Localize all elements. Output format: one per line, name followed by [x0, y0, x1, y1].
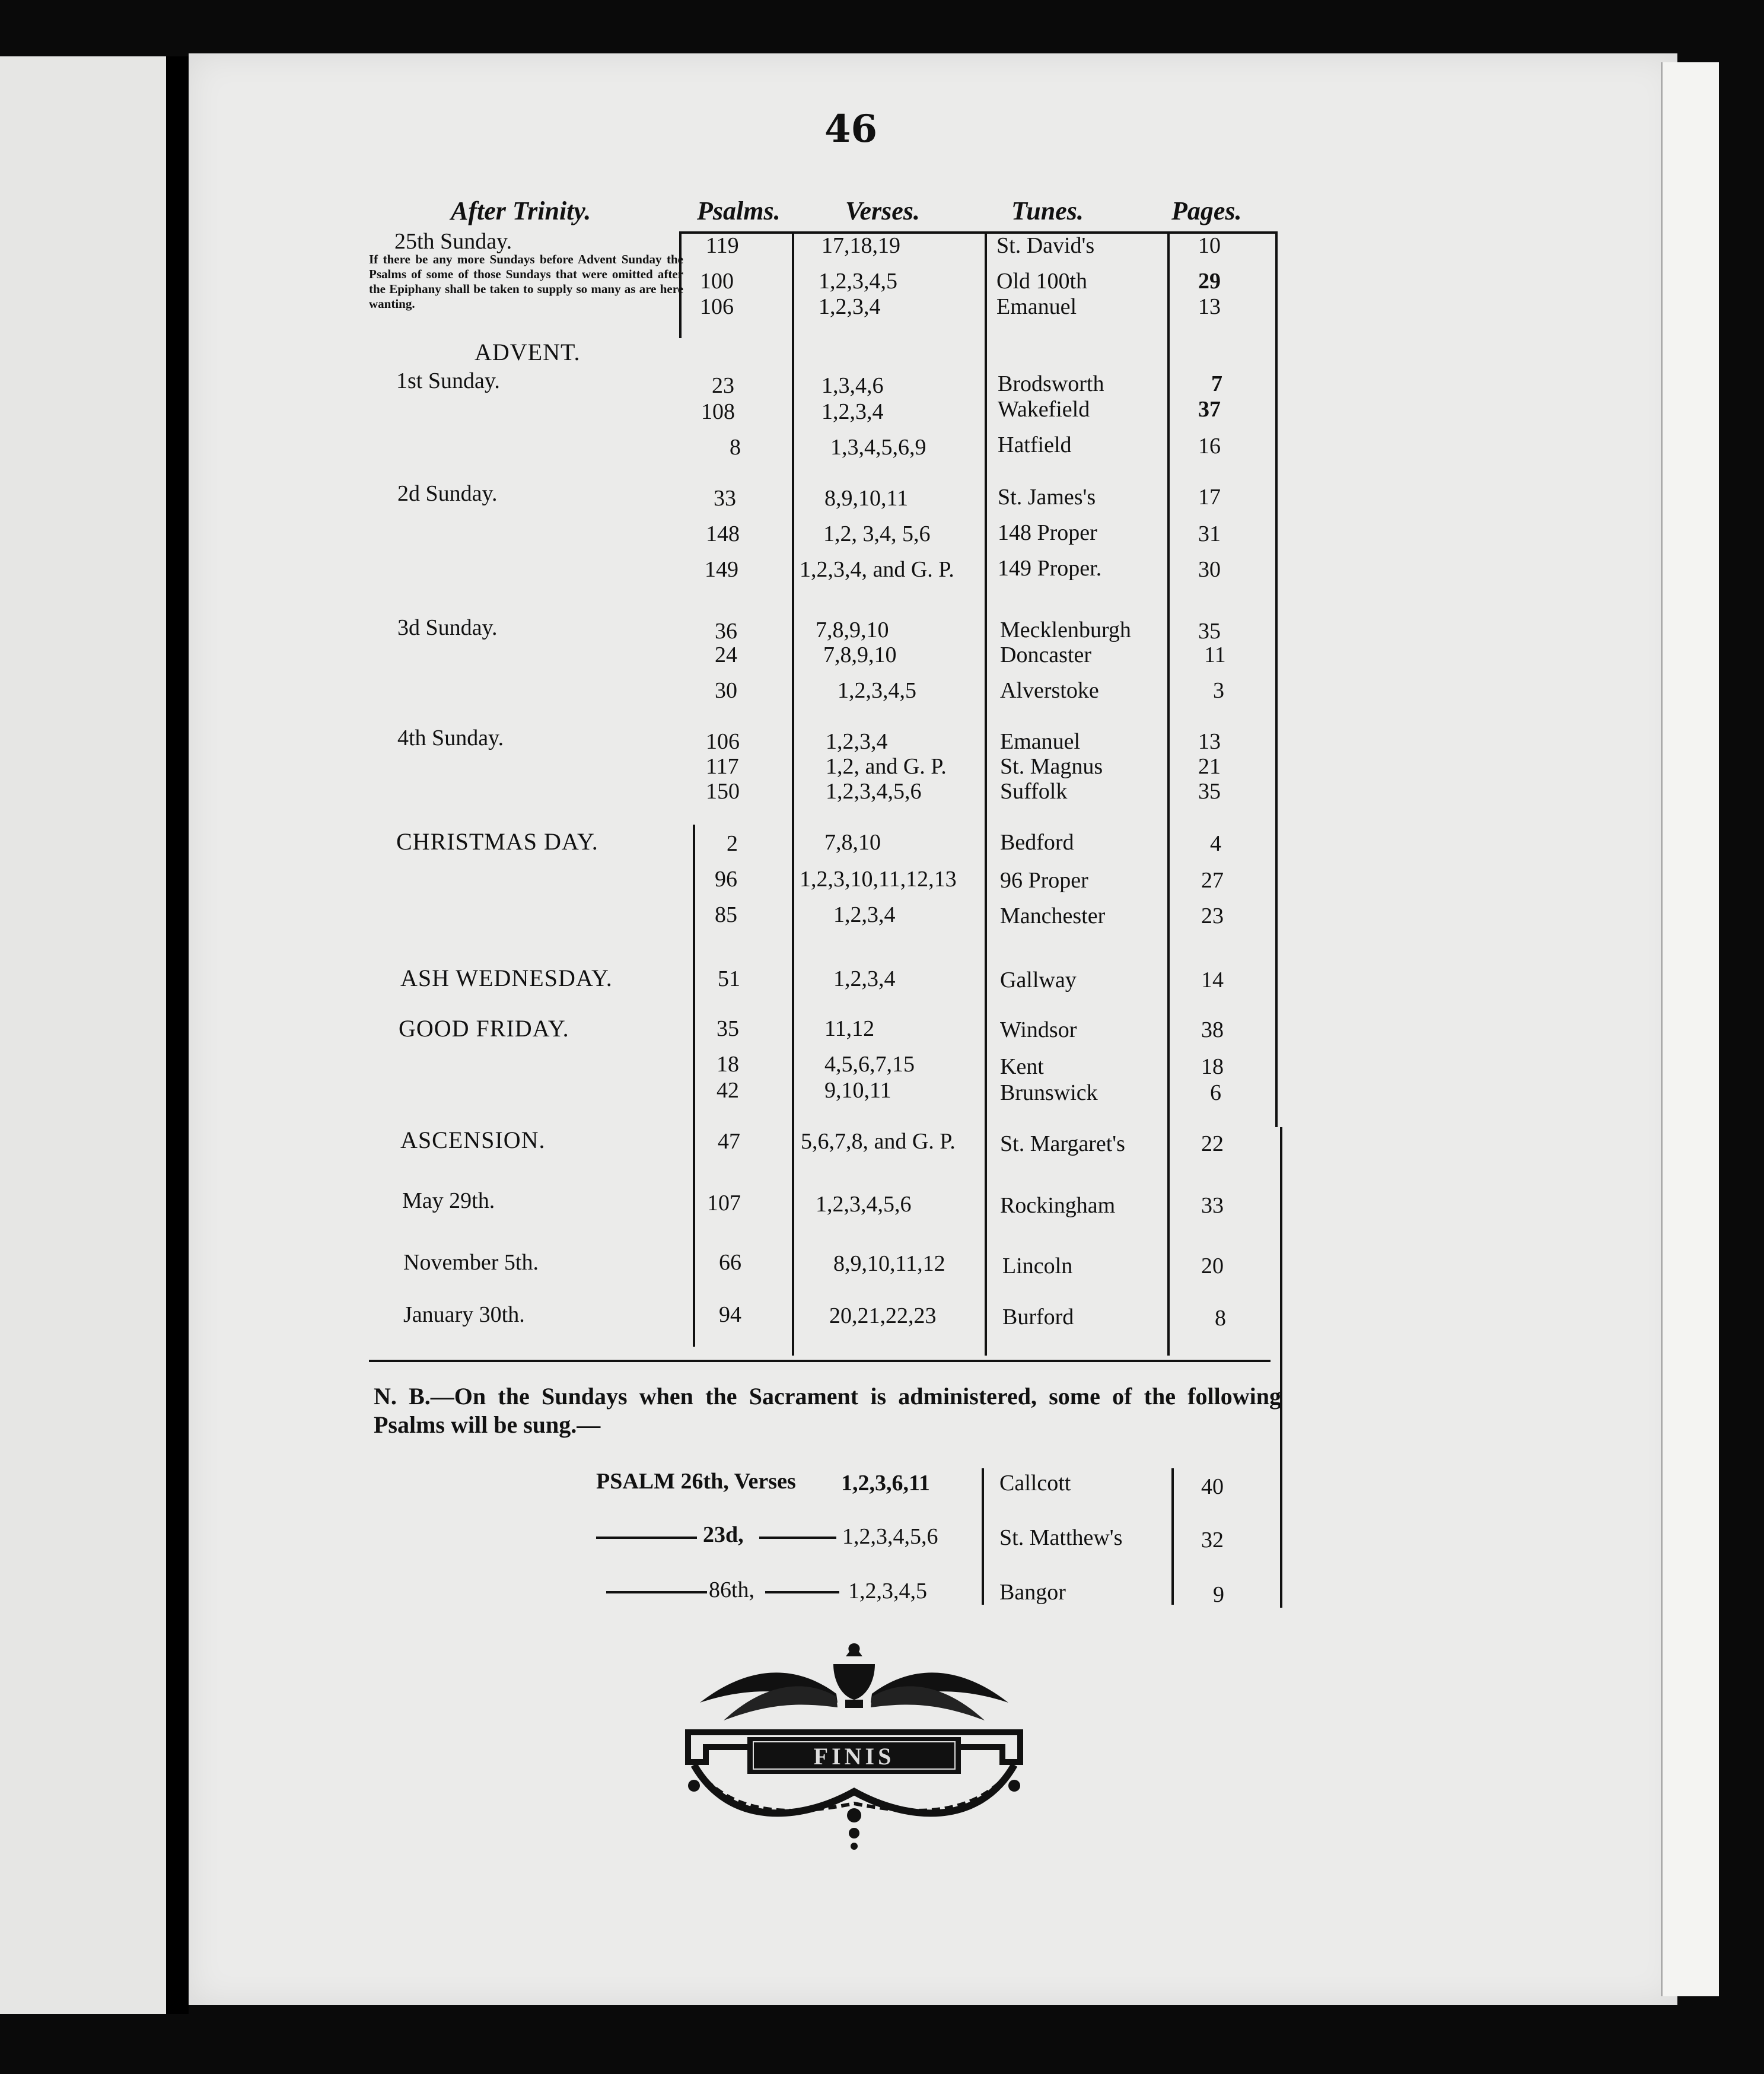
occasion-label: 25th Sunday. — [394, 229, 512, 254]
psalm-number: 107 — [707, 1191, 741, 1216]
verses-cell: 9,10,11 — [824, 1078, 891, 1103]
psalm-number: 108 — [701, 399, 735, 424]
psalm-number: 2 — [727, 831, 738, 856]
psalm-number: 18 — [717, 1052, 739, 1077]
page-ref: 14 — [1201, 968, 1224, 993]
sacrament-psalm: PSALM 26th, Verses — [596, 1469, 796, 1494]
verses-cell: 1,2,3,4,5 — [819, 269, 897, 294]
table-bottom-rule — [369, 1360, 1271, 1362]
verses-cell: 1,2,3,10,11,12,13 — [800, 867, 957, 892]
header-tunes: Tunes. — [1011, 196, 1084, 225]
psalm-number: 106 — [700, 294, 734, 319]
psalm-number: 33 — [714, 486, 736, 511]
tune-name: Lincoln — [1002, 1254, 1073, 1278]
verses-cell: 1,2,3,4 — [833, 902, 896, 927]
tune-name: Hatfield — [998, 432, 1072, 457]
page-ref: 10 — [1198, 233, 1221, 258]
page-ref: 38 — [1201, 1017, 1224, 1042]
ditto-dash — [606, 1591, 707, 1593]
occasion-label: ASH WEDNESDAY. — [400, 965, 613, 991]
tune-name: Alverstoke — [1000, 678, 1099, 703]
tune-name: Gallway — [1000, 968, 1077, 993]
verses-cell: 7,8,9,10 — [816, 618, 889, 642]
tune-name: Manchester — [1000, 904, 1106, 928]
psalm-number: 96 — [715, 867, 737, 892]
verses-cell: 1,2,3,4 — [826, 729, 888, 754]
table-right-rule — [1275, 231, 1278, 1127]
tune-name: Rockingham — [1000, 1193, 1116, 1218]
verses-cell: 1,2,3,4 — [833, 966, 896, 991]
verses-cell: 5,6,7,8, and G. P. — [801, 1129, 956, 1154]
occasion-label: 4th Sunday. — [397, 726, 504, 750]
verses-cell: 1,2,3,4,5,6 — [816, 1192, 912, 1217]
page-ref: 35 — [1198, 779, 1221, 804]
verses-cell: 8,9,10,11,12 — [833, 1251, 945, 1276]
header-pages: Pages. — [1171, 196, 1242, 225]
tune-name: Windsor — [1000, 1017, 1077, 1042]
section-heading-advent: ADVENT. — [475, 339, 581, 365]
occasion-label: 2d Sunday. — [397, 481, 498, 506]
tune-name: Old 100th — [996, 269, 1088, 294]
sacrament-verses: 1,2,3,6,11 — [841, 1471, 930, 1496]
page-ref: 6 — [1210, 1080, 1221, 1105]
psalm-number: 119 — [706, 233, 739, 258]
page-ref: 37 — [1198, 397, 1221, 422]
sacrament-page: 40 — [1201, 1474, 1224, 1499]
page-ref: 16 — [1198, 434, 1221, 459]
psalm-number: 51 — [718, 966, 740, 991]
sacrament-page: 9 — [1213, 1582, 1224, 1607]
sacrament-note: N. B.—On the Sundays when the Sacrament is administered, some of the following Psalms will be sung.— — [374, 1383, 1281, 1438]
psalm-number: 23 — [712, 373, 734, 398]
ditto-dash — [759, 1537, 836, 1539]
psalm-number: 85 — [715, 902, 737, 927]
verses-cell: 1,3,4,5,6,9 — [830, 435, 926, 460]
sacrament-psalm: 23d, — [703, 1522, 744, 1547]
occasion-label: GOOD FRIDAY. — [399, 1015, 569, 1042]
occasion-label: CHRISTMAS DAY. — [396, 828, 598, 855]
page-ref: 35 — [1198, 619, 1221, 644]
verses-cell: 1,2,3,4 — [821, 399, 884, 424]
page-ref: 8 — [1215, 1306, 1226, 1331]
verses-cell: 1,2, and G. P. — [826, 754, 947, 779]
page-ref: 7 — [1211, 371, 1222, 396]
occasion-label: 3d Sunday. — [397, 615, 498, 640]
pages-column-rule — [1167, 231, 1170, 1356]
tune-name: Emanuel — [996, 294, 1077, 319]
verses-cell: 1,2, 3,4, 5,6 — [823, 521, 931, 546]
psalm-number: 150 — [706, 779, 740, 804]
occasion-label: ASCENSION. — [400, 1127, 546, 1153]
header-verses: Verses. — [845, 196, 920, 225]
facing-page — [0, 56, 166, 2014]
sacrament-tune: St. Matthew's — [999, 1525, 1123, 1550]
verses-cell: 8,9,10,11 — [824, 486, 909, 511]
psalm-number: 100 — [700, 269, 734, 294]
tune-name: St. James's — [998, 485, 1096, 510]
verses-cell: 11,12 — [824, 1016, 875, 1041]
finis-ornament — [682, 1637, 1026, 1863]
page-ref: 30 — [1198, 557, 1221, 582]
page-ref: 13 — [1198, 729, 1221, 754]
ditto-dash — [596, 1537, 697, 1539]
psalm-number: 106 — [706, 729, 740, 754]
verses-cell: 7,8,10 — [824, 830, 881, 855]
page-edge — [1661, 62, 1719, 1996]
psalm-number: 24 — [715, 642, 737, 667]
sacrament-page-rule — [1171, 1468, 1174, 1605]
psalm-number: 30 — [715, 678, 737, 703]
verses-cell: 17,18,19 — [821, 233, 900, 258]
page-ref: 21 — [1198, 754, 1221, 779]
book-gutter — [166, 56, 189, 2014]
tune-name: Doncaster — [1000, 642, 1092, 667]
verses-column-rule — [792, 231, 794, 1356]
verses-cell: 20,21,22,23 — [829, 1303, 937, 1328]
occasion-label: November 5th. — [403, 1250, 539, 1275]
tune-name: Wakefield — [998, 397, 1090, 422]
sacrament-verses: 1,2,3,4,5 — [848, 1579, 927, 1604]
psalm-column-rule-lower — [693, 825, 695, 1347]
verses-cell: 1,2,3,4 — [819, 294, 881, 319]
tune-name: Burford — [1002, 1305, 1074, 1329]
page-ref: 29 — [1198, 269, 1221, 294]
tune-name: Emanuel — [1000, 729, 1081, 754]
page-ref: 4 — [1210, 831, 1221, 856]
table-top-rule — [679, 231, 1277, 234]
psalm-number: 42 — [717, 1078, 739, 1103]
page-ref: 27 — [1201, 868, 1224, 893]
page-ref: 22 — [1201, 1131, 1224, 1156]
psalm-number: 117 — [706, 754, 739, 779]
psalm-number: 8 — [730, 435, 741, 460]
page-ref: 11 — [1204, 642, 1226, 667]
tune-name: Kent — [1000, 1054, 1044, 1079]
psalm-number: 36 — [715, 619, 737, 644]
verses-cell: 1,2,3,4,5 — [838, 678, 916, 703]
tune-name: Bedford — [1000, 830, 1074, 855]
tune-name: St. Magnus — [1000, 754, 1103, 779]
page-number: 46 — [824, 107, 878, 151]
psalm-number: 47 — [718, 1129, 740, 1154]
occasion-label: May 29th. — [402, 1188, 495, 1213]
verses-cell: 1,3,4,6 — [821, 373, 884, 398]
verses-cell: 1,2,3,4, and G. P. — [800, 557, 954, 582]
trinity-note: If there be any more Sundays before Advent Sunday the Psalms of some of those Sundays that were omitted after the Epiphany shall be taken to supply so many as are here wanting. — [369, 252, 683, 311]
page-ref: 17 — [1198, 485, 1221, 510]
sacrament-tune-rule — [982, 1468, 984, 1605]
psalm-number: 66 — [719, 1250, 741, 1275]
psalm-number: 148 — [706, 521, 740, 546]
header-occasion: After Trinity. — [451, 196, 591, 225]
tune-name: 149 Proper. — [998, 556, 1102, 581]
sacrament-verses: 1,2,3,4,5,6 — [842, 1524, 938, 1549]
verses-cell: 4,5,6,7,15 — [824, 1052, 915, 1077]
table-right-rule-lower — [1280, 1127, 1282, 1608]
tune-name: Suffolk — [1000, 779, 1068, 804]
psalm-number: 35 — [717, 1016, 739, 1041]
header-psalms: Psalms. — [697, 196, 781, 225]
tune-name: St. David's — [996, 233, 1095, 258]
psalm-number: 94 — [719, 1302, 741, 1327]
psalm-number: 149 — [705, 557, 738, 582]
page-ref: 31 — [1198, 521, 1221, 546]
page-ref: 33 — [1201, 1193, 1224, 1218]
sacrament-tune: Bangor — [999, 1580, 1066, 1605]
sacrament-psalm: 86th, — [709, 1577, 755, 1602]
ditto-dash — [765, 1591, 839, 1593]
verses-cell: 7,8,9,10 — [823, 642, 897, 667]
page-ref: 23 — [1201, 904, 1224, 928]
page-ref: 13 — [1198, 294, 1221, 319]
tunes-column-rule — [985, 231, 987, 1356]
tune-name: Brodsworth — [998, 371, 1104, 396]
page-ref: 18 — [1201, 1054, 1224, 1079]
sacrament-tune: Callcott — [999, 1471, 1071, 1496]
tune-name: St. Margaret's — [1000, 1131, 1125, 1156]
sacrament-page: 32 — [1201, 1528, 1224, 1553]
page-ref: 3 — [1213, 678, 1224, 703]
finis-label: FINIS — [813, 1743, 895, 1770]
occasion-label: January 30th. — [403, 1302, 525, 1327]
tune-name: 148 Proper — [998, 520, 1097, 545]
tune-name: 96 Proper — [1000, 868, 1088, 893]
page-ref: 20 — [1201, 1254, 1224, 1278]
tune-name: Brunswick — [1000, 1080, 1098, 1105]
tune-name: Mecklenburgh — [1000, 618, 1131, 642]
verses-cell: 1,2,3,4,5,6 — [826, 779, 922, 804]
occasion-label: 1st Sunday. — [396, 368, 500, 393]
